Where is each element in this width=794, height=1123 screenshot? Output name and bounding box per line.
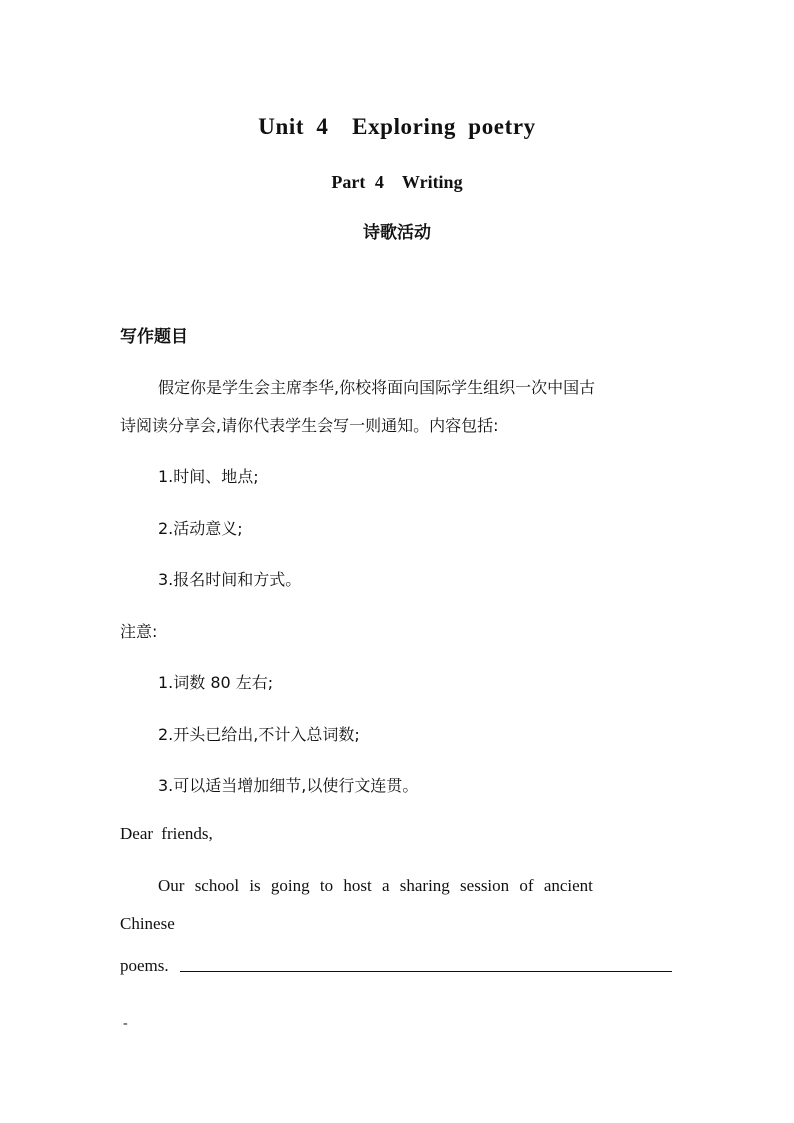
- prompt-line-1: 假定你是学生会主席李华,你校将面向国际学生组织一次中国古: [158, 378, 596, 397]
- trailing-dash: -: [123, 1016, 128, 1031]
- part-title: Part 4 Writing: [331, 172, 463, 192]
- note-item-2: 2.开头已给出,不计入总词数;: [158, 725, 360, 744]
- note-item-1: 1.词数 80 左右;: [158, 673, 274, 692]
- letter-poems-word: poems.: [120, 956, 169, 975]
- activity-title: 诗歌活动: [363, 223, 431, 243]
- unit-title: Unit 4 Exploring poetry: [258, 114, 536, 139]
- answer-blank-line[interactable]: [180, 971, 672, 972]
- content-item-1: 1.时间、地点;: [158, 467, 259, 486]
- note-item-3: 3.可以适当增加细节,以使行文连贯。: [158, 776, 419, 795]
- writing-task-heading: 写作题目: [120, 327, 188, 347]
- prompt-line-2: 诗阅读分享会,请你代表学生会写一则通知。内容包括:: [120, 416, 499, 435]
- notes-label: 注意:: [120, 622, 158, 641]
- content-item-2: 2.活动意义;: [158, 519, 243, 538]
- letter-salutation: Dear friends,: [120, 824, 213, 843]
- letter-opening-line-3: [120, 956, 169, 976]
- letter-opening-line-1: Our school is going to host a sharing session of ancient: [158, 876, 593, 895]
- content-item-3: 3.报名时间和方式。: [158, 570, 302, 589]
- letter-opening-line-2: Chinese: [120, 914, 175, 933]
